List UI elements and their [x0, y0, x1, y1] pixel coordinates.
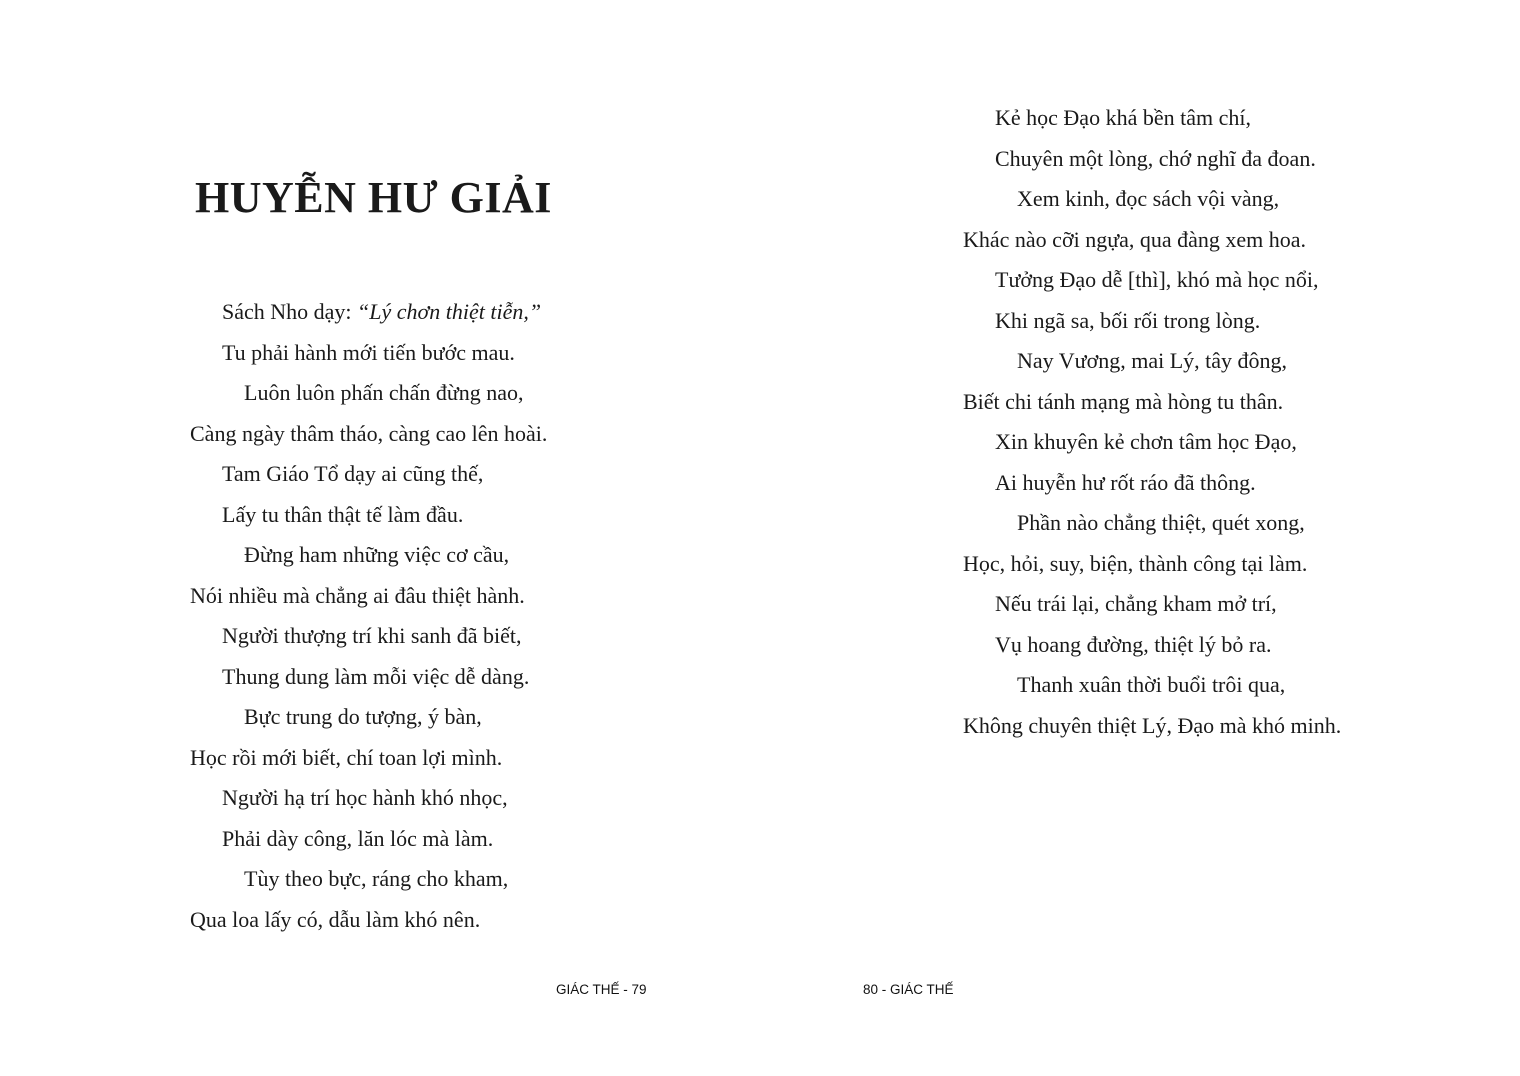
poem-line: Thanh xuân thời buổi trôi qua,	[1017, 672, 1286, 697]
poem-line: Học, hỏi, suy, biện, thành công tại làm.	[963, 550, 1308, 576]
right-page	[760, 0, 1520, 1076]
poem-line: Phần nào chẳng thiệt, quét xong,	[1017, 510, 1305, 535]
poem-line: Không chuyên thiệt Lý, Đạo mà khó minh.	[963, 712, 1342, 738]
poem-line: Biết chi tánh mạng mà hòng tu thân.	[963, 388, 1284, 414]
poem-line: Tu phải hành mới tiến bước mau.	[222, 339, 515, 365]
poem-line: Khác nào cỡi ngựa, qua đàng xem hoa.	[963, 226, 1307, 252]
poem-line: Khi ngã sa, bối rối trong lòng.	[995, 307, 1261, 333]
poem-line: Phải dày công, lăn lóc mà làm.	[222, 825, 494, 851]
poem-line: Lấy tu thân thật tế làm đầu.	[222, 501, 464, 527]
poem-line: Nếu trái lại, chẳng kham mở trí,	[995, 591, 1277, 616]
poem-quote: “Lý chơn thiệt tiễn,”	[357, 299, 542, 324]
poem-line: Qua loa lấy có, dẫu làm khó nên.	[190, 906, 481, 932]
page-number-right: 80 - GIÁC THẾ	[863, 982, 954, 997]
poem-line: Đừng ham những việc cơ cầu,	[244, 542, 510, 567]
poem-title: HUYỄN HƯ GIẢI	[195, 173, 552, 222]
poem-right-column	[963, 98, 1341, 746]
poem-line: Chuyên một lòng, chớ nghĩ đa đoan.	[995, 145, 1316, 171]
poem-line: Người hạ trí học hành khó nhọc,	[222, 785, 508, 810]
poem-line: Tưởng Đạo dễ [thì], khó mà học nổi,	[995, 267, 1319, 292]
poem-line: Học rồi mới biết, chí toan lợi mình.	[190, 744, 503, 770]
poem-line: Tùy theo bực, ráng cho kham,	[244, 866, 509, 891]
page-number-left: GIÁC THẾ - 79	[556, 982, 647, 997]
poem-line: Nói nhiều mà chẳng ai đâu thiệt hành.	[190, 582, 525, 608]
poem-line: Thung dung làm mỗi việc dễ dàng.	[222, 663, 530, 689]
poem-line: Tam Giáo Tổ dạy ai cũng thế,	[222, 461, 484, 486]
poem-line: Nay Vương, mai Lý, tây đông,	[1017, 348, 1288, 373]
poem-line: Người thượng trí khi sanh đã biết,	[222, 623, 522, 648]
poem-left-column	[190, 292, 547, 940]
poem-line: Vụ hoang đường, thiệt lý bỏ ra.	[995, 631, 1272, 657]
poem-line: Bực trung do tượng, ý bàn,	[244, 704, 482, 729]
poem-line: Càng ngày thâm tháo, càng cao lên hoài.	[190, 420, 548, 446]
poem-line: Ai huyễn hư rốt ráo đã thông.	[995, 469, 1256, 495]
poem-line: Xem kinh, đọc sách vội vàng,	[1017, 186, 1280, 211]
poem-line-prefix: Sách Nho dạy:	[222, 299, 358, 324]
poem-line: Xin khuyên kẻ chơn tâm học Đạo,	[995, 429, 1297, 454]
poem-line: Kẻ học Đạo khá bền tâm chí,	[995, 105, 1251, 130]
poem-line: Luôn luôn phấn chấn đừng nao,	[244, 380, 524, 405]
poem-line	[190, 292, 547, 333]
